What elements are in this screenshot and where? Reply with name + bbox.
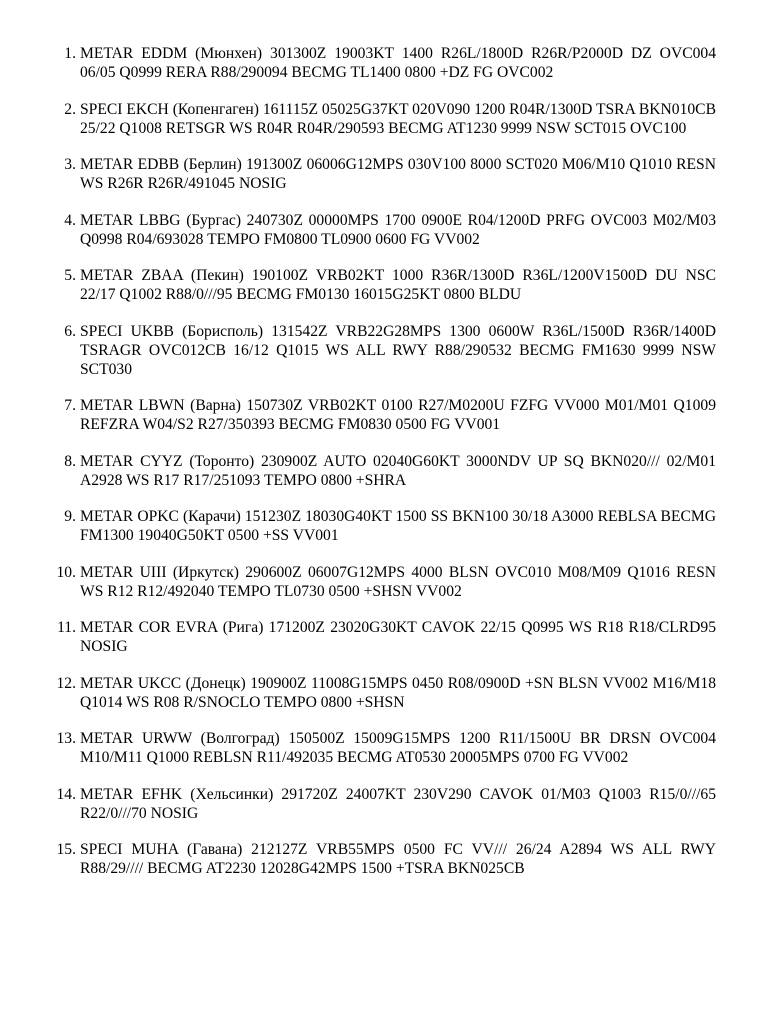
- list-item: [64, 266, 716, 304]
- item-number: 8.: [64, 452, 76, 470]
- item-number: 13.: [56, 730, 76, 747]
- metar-report: METAR EDDM (Мюнхен) 301300Z 19003KT 1400 R26L/1800D R26R/P2000D DZ OVC004 06/05 Q0999 RERA R88/290094 BECMG TL1400 0800 +DZ FG OVC002: [80, 45, 716, 81]
- item-number: 6.: [64, 322, 76, 340]
- list-item: [56, 785, 716, 823]
- list-item: [56, 729, 716, 767]
- list-item: [64, 452, 716, 490]
- metar-report: METAR LBWN (Варна) 150730Z VRB02KT 0100 R27/M0200U FZFG VV000 M01/M01 Q1009 REFZRA W04/S2 R27/350393 BECMG FM0830 0500 FG VV001: [80, 397, 716, 433]
- item-number: 9.: [64, 508, 76, 525]
- metar-report: METAR EDBB (Берлин) 191300Z 06006G12MPS 030V100 8000 SCT020 M06/M10 Q1010 RESN WS R26R R26R/491045 NOSIG: [80, 156, 716, 192]
- metar-list: [56, 44, 716, 896]
- metar-report: METAR ZBAA (Пекин) 190100Z VRB02KT 1000 R36R/1300D R36L/1200V1500D DU NSC 22/17 Q1002 R88/0///95 BECMG FM0130 16015G25KT 0800 BLDU: [80, 267, 716, 303]
- list-item: [56, 840, 716, 878]
- metar-report: METAR OPKC (Карачи) 151230Z 18030G40KT 1500 SS BKN100 30/18 A3000 REBLSA BECMG FM1300 19040G50KT 0500 +SS VV001: [80, 508, 716, 544]
- item-number: 4.: [64, 211, 76, 229]
- list-item: [64, 396, 716, 434]
- item-number: 3.: [64, 156, 76, 173]
- list-item: [64, 507, 716, 545]
- list-item: [57, 618, 716, 656]
- item-number: 15.: [56, 841, 76, 858]
- metar-report: METAR CYYZ (Торонто) 230900Z AUTO 02040G60KT 3000NDV UP SQ BKN020/// 02/M01 A2928 WS R17 R17/251093 TEMPO 0800 +SHRA: [80, 452, 716, 489]
- metar-report: METAR UKCC (Донецк) 190900Z 11008G15MPS 0450 R08/0900D +SN BLSN VV002 M16/M18 Q1014 WS R08 R/SNOCLO TEMPO 0800 +SHSN: [80, 674, 716, 711]
- list-item: [56, 674, 716, 712]
- item-number: 11.: [57, 619, 76, 636]
- list-item: [64, 155, 716, 193]
- list-item: [64, 211, 716, 249]
- metar-report: METAR EFHK (Хельсинки) 291720Z 24007KT 230V290 CAVOK 01/M03 Q1003 R15/0///65 R22/0///70 NOSIG: [80, 785, 716, 822]
- metar-report: SPECI MUHA (Гавана) 212127Z VRB55MPS 0500 FC VV/// 26/24 A2894 WS ALL RWY R88/29//// BECMG AT2230 12028G42MPS 1500 +TSRA BKN025CB: [80, 841, 716, 877]
- list-item: [64, 44, 716, 82]
- metar-report: METAR UIII (Иркутск) 290600Z 06007G12MPS 4000 BLSN OVC010 M08/M09 Q1016 RESN WS R12 R12/492040 TEMPO TL0730 0500 +SHSN VV002: [80, 563, 716, 600]
- list-item: [56, 563, 716, 601]
- metar-report: SPECI UKBB (Борисполь) 131542Z VRB22G28MPS 1300 0600W R36L/1500D R36R/1400D TSRAGR OVC012CB 16/12 Q1015 WS ALL RWY R88/290532 BECMG FM1630 9999 NSW SCT030: [80, 322, 716, 378]
- item-number: 2.: [64, 100, 76, 118]
- metar-report: SPECI EKCH (Копенгаген) 161115Z 05025G37KT 020V090 1200 R04R/1300D TSRA BKN010CB 25/22 Q1008 RETSGR WS R04R R04R/290593 BECMG AT1230 9999 NSW SCT015 OVC100: [80, 100, 716, 137]
- metar-report: METAR URWW (Волгоград) 150500Z 15009G15MPS 1200 R11/1500U BR DRSN OVC004 M10/M11 Q1000 REBLSN R11/492035 BECMG AT0530 20005MPS 0700 FG VV002: [80, 730, 716, 766]
- item-number: 1.: [64, 45, 76, 62]
- item-number: 7.: [64, 397, 76, 414]
- item-number: 5.: [64, 267, 76, 284]
- item-number: 10.: [56, 563, 76, 581]
- item-number: 14.: [56, 785, 76, 803]
- list-item: [64, 322, 716, 379]
- metar-report: METAR COR EVRA (Рига) 171200Z 23020G30KT CAVOK 22/15 Q0995 WS R18 R18/CLRD95 NOSIG: [80, 619, 716, 655]
- list-item: [64, 100, 716, 138]
- item-number: 12.: [56, 674, 76, 692]
- metar-report: METAR LBBG (Бургас) 240730Z 00000MPS 1700 0900E R04/1200D PRFG OVC003 M02/M03 Q0998 R04/693028 TEMPO FM0800 TL0900 0600 FG VV002: [80, 211, 716, 248]
